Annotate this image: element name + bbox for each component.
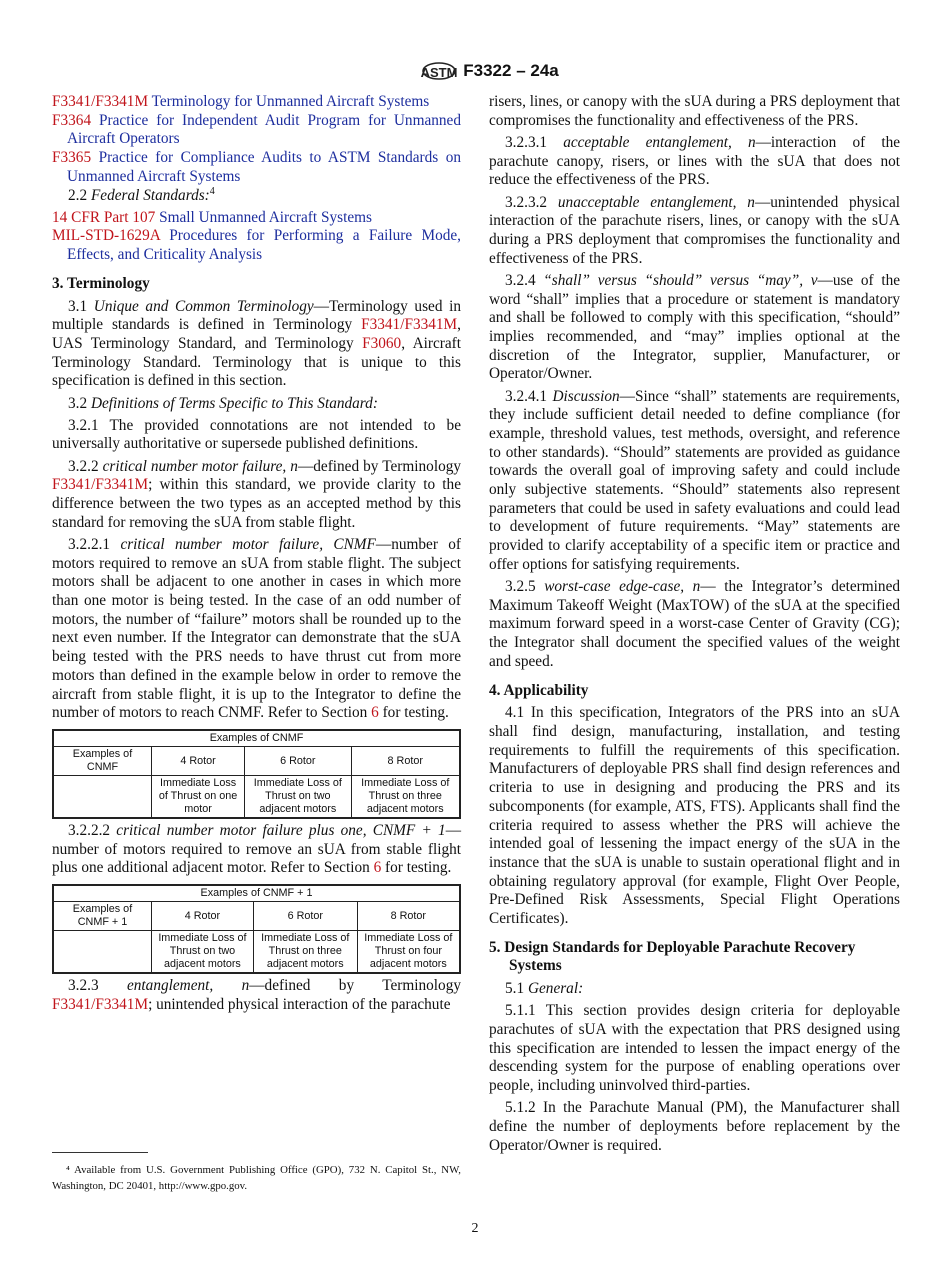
- link-text[interactable]: Small Unmanned Aircraft Systems: [155, 208, 372, 226]
- document-designation: F3322 – 24a: [463, 60, 559, 80]
- text-run: Definitions of Terms Specific to This Standard:: [90, 394, 378, 412]
- text-run: —number of motors required to remove an sUA from stable flight plus one additional adjacent motor. Refer to Section: [52, 822, 461, 877]
- reference-entry: [52, 112, 461, 149]
- text-run: —number of motors required to remove an sUA from stable flight. The subject motors shall be adjacent to one another in cases in which more than one motor is being tested. In the case of an odd number of motors, the number of “failure” motors shall be rounded up to the next even number. If the Integrator can demonstrate that the sUA being tested with the PRS needs to have thrust cut from more motors than defined in the example below in order to remove the aircraft from stable flight, it is up to the Integrator to define the number of motors to reach CNMF. Refer to Section: [52, 535, 462, 722]
- text-run: worst-case edge-case, n: [544, 578, 701, 596]
- text-run: — the Integrator’s determined Maximum Takeoff Weight (MaxTOW) of the sUA at the specified maximum forward speed in a worst-case Center of Gravity (CG); the Integrator shall document the specified values of the weight and speed.: [489, 578, 901, 670]
- text-run: entanglement, n: [126, 977, 250, 995]
- text-run: , UAS Terminology Standard, and Terminology: [52, 316, 461, 352]
- table-cell: Immediate Loss of Thrust on four adjacent motors: [357, 931, 460, 974]
- paragraph: [52, 977, 461, 1014]
- text-run: “shall” versus “should” versus “may”, v: [543, 271, 818, 289]
- row-label: Examples of CNMF + 1: [53, 902, 152, 931]
- text-run: 4.1 In this specification, Integrators of the PRS into an sUA shall find design, manufacturing, installation, and testing requirements to fulfill the requirements of this specification. Manufacturers of deployable PRS shall find design references and criteria to use in designing and producing the PRS and its subcomponents (for example, ATS, FTS). Applicants shall find the criteria required to assess whether the PRS will achieve the intended goal of lessening the impact energy of the sUA in the instance that the sUA is unable to sustain operational flight and in obtaining regulatory approval (for example, Flight Over People, Pre-Defined Risk Assessments, Special Flight Operations Certificates).: [489, 704, 900, 928]
- table-cell: Immediate Loss of Thrust on three adjacent motors: [351, 776, 460, 819]
- text-run: 3.2.3.2: [505, 193, 558, 211]
- link-text[interactable]: Terminology for Unmanned Aircraft Systems: [148, 93, 430, 110]
- text-run: General:: [527, 980, 584, 998]
- text-run: unacceptable entanglement, n: [557, 193, 755, 211]
- text-run: 2.2: [68, 186, 91, 204]
- link-text[interactable]: F3365: [52, 149, 92, 167]
- text-run: —defined by Terminology: [297, 457, 462, 475]
- row-label: Examples of CNMF: [53, 747, 152, 776]
- paragraph: [489, 578, 900, 672]
- reference-entry: [52, 93, 461, 112]
- section-heading: [489, 682, 900, 701]
- text-run: 3.2.2.1: [68, 535, 121, 553]
- svg-text:ASTM: ASTM: [421, 65, 458, 80]
- text-run: critical number motor failure plus one, CNMF + 1: [116, 822, 446, 839]
- link-text[interactable]: F3341/F3341M: [52, 995, 149, 1013]
- column-header: 8 Rotor: [351, 747, 460, 776]
- link-text[interactable]: F3341/F3341M: [361, 316, 458, 334]
- text-run: Unique and Common Terminology: [93, 297, 314, 315]
- text-run: critical number motor failure, CNMF: [120, 535, 376, 553]
- link-text[interactable]: Procedures for Performing a Failure Mode, Effects, and Criticality Analysis: [67, 227, 461, 264]
- text-run: 5.1.2 In the Parachute Manual (PM), the Manufacturer shall define the number of deployments before replacement by the Operator/Owner is required.: [489, 1099, 900, 1154]
- text-run: for testing.: [378, 704, 449, 722]
- link-text[interactable]: F3341/F3341M: [52, 93, 149, 110]
- table-cell: Immediate Loss of Thrust on one motor: [152, 776, 245, 819]
- text-run: —Since “shall” statements are requirements, they include sufficient detail needed to define compliance (for example, threshold values, test methods, oversight, and reference to other standards). “Should” statements are provided as guidance towards the overall goal of improving safety and could include only subjective statements. “Should” statements also represent parameters that could be used in safety evaluations and could lead to development of future requirements. “May” statements are provided to clarify acceptability of a specific item or practice and offer options for satisfying requirements.: [489, 387, 900, 573]
- paragraph: [52, 458, 461, 533]
- empty-cell: [53, 776, 152, 819]
- table-title: Examples of CNMF: [53, 730, 460, 747]
- paragraph: [489, 134, 900, 190]
- page-header: [0, 56, 950, 86]
- paragraph: [52, 395, 461, 414]
- paragraph: [489, 93, 900, 130]
- text-run: 3.2.4: [505, 271, 544, 289]
- link-text[interactable]: 6: [371, 704, 379, 722]
- text-run: critical number motor failure, n: [102, 457, 298, 475]
- column-header: 6 Rotor: [253, 902, 357, 931]
- paragraph: [489, 1099, 900, 1155]
- reference-entry: [52, 227, 461, 264]
- text-run: 3.2.2: [68, 457, 103, 475]
- text-run: for testing.: [381, 859, 452, 877]
- text-run: —unintended physical interaction of the parachute risers, lines, or canopy with the sUA during a PRS deployment that compromises the functionality and effectiveness of the PRS.: [489, 193, 901, 267]
- text-run: 4. Applicability: [489, 681, 589, 699]
- column-header: 4 Rotor: [152, 747, 245, 776]
- text-run: —Terminology used in multiple standards is defined in Terminology: [52, 297, 462, 334]
- paragraph: [489, 1002, 900, 1096]
- text-run: , Aircraft Terminology Standard. Terminology that is unique to this specification is defined in this section.: [52, 334, 462, 390]
- paragraph: [489, 980, 900, 999]
- link-text[interactable]: MIL-STD-1629A: [52, 227, 160, 245]
- section-heading: [489, 939, 900, 976]
- link-text[interactable]: 14 CFR Part 107: [52, 208, 156, 226]
- text-run: —use of the word “shall” implies that a procedure or statement is mandatory and shall be followed to comply with this specification, “should” implies recommended, and “may” implies optional at the discretion of the Integrator, supplier, Manufacturer, or Operator/Owner.: [489, 271, 901, 383]
- table-cell: Immediate Loss of Thrust on three adjacent motors: [253, 931, 357, 974]
- left-column: [52, 93, 461, 1018]
- paragraph: [489, 388, 900, 575]
- link-text[interactable]: Practice for Independent Audit Program for Unmanned Aircraft Operators: [67, 111, 461, 148]
- text-run: 3.2.2.2: [68, 822, 117, 839]
- paragraph: [52, 536, 461, 723]
- empty-cell: [53, 931, 152, 974]
- link-text[interactable]: 6: [373, 859, 382, 877]
- paragraph: [489, 272, 900, 384]
- table-cell: Immediate Loss of Thrust on two adjacent motors: [152, 931, 254, 974]
- text-run: —interaction of the parachute canopy, risers, or lines with the sUA that does not reduce the effectiveness of the PRS.: [489, 133, 901, 189]
- link-text[interactable]: F3341/F3341M: [52, 476, 149, 494]
- paragraph: [52, 417, 461, 454]
- footnote-ref: 4: [209, 185, 215, 197]
- page-number: 2: [471, 1221, 479, 1236]
- paragraph: [489, 194, 900, 269]
- column-header: 6 Rotor: [245, 747, 351, 776]
- astm-logo-icon: [421, 56, 457, 86]
- text-run: 3.2.3.1: [505, 133, 564, 151]
- paragraph: [489, 704, 900, 928]
- cnmf-table: [52, 729, 461, 819]
- cnmf-table: [52, 884, 461, 974]
- reference-entry: [52, 149, 461, 186]
- footnote-divider: [52, 1152, 148, 1153]
- text-run: 5. Design Standards for Deployable Parachute Recovery Systems: [489, 938, 856, 975]
- reference-entry: [52, 209, 461, 228]
- link-text[interactable]: F3364: [52, 111, 92, 129]
- text-run: acceptable entanglement, n: [563, 133, 756, 151]
- text-run: risers, lines, or canopy with the sUA during a PRS deployment that compromises the functionality and effectiveness of the PRS.: [489, 93, 900, 129]
- text-run: 3.2.5: [505, 578, 545, 596]
- text-run: 3.1: [68, 297, 94, 315]
- text-run: 3. Terminology: [52, 274, 150, 292]
- text-run: ; unintended physical interaction of the parachute: [148, 995, 451, 1013]
- table-cell: Immediate Loss of Thrust on two adjacent motors: [245, 776, 351, 819]
- text-run: Discussion: [552, 387, 620, 405]
- text-run: —defined by Terminology: [249, 977, 461, 995]
- paragraph: [52, 187, 461, 206]
- text-run: 3.2.1 The provided connotations are not intended to be universally authoritative or supersede published definitions.: [52, 416, 461, 453]
- text-run: 3.2: [68, 394, 91, 412]
- right-column: [489, 93, 900, 1159]
- text-run: 5.1.1 This section provides design criteria for deployable parachutes of sUA with the expectation that PRS designed using this specification are intended to lessen the impact energy of the descending system for the purpose of enabling operations over people, including uninvolved third-parties.: [489, 1002, 900, 1095]
- section-heading: [52, 275, 461, 294]
- table-title: Examples of CNMF + 1: [53, 885, 460, 902]
- column-header: 8 Rotor: [357, 902, 460, 931]
- paragraph: [52, 822, 461, 878]
- text-run: 5.1: [505, 980, 528, 998]
- column-header: 4 Rotor: [152, 902, 254, 931]
- paragraph: [52, 298, 461, 392]
- text-run: 3.2.4.1: [505, 387, 553, 405]
- link-text[interactable]: Practice for Compliance Audits to ASTM Standards on Unmanned Aircraft Systems: [67, 149, 461, 185]
- text-run: ; within this standard, we provide clarity to the difference between the two types as an accepted method by this standard for removing the sUA from stable flight.: [52, 476, 461, 531]
- footnote: ⁴ Available from U.S. Government Publishing Office (GPO), 732 N. Capitol St., NW, Washington, DC 20401, http://www.gpo.gov.: [52, 1164, 461, 1192]
- text-run: Federal Standards:: [90, 186, 210, 204]
- text-run: 3.2.3: [68, 977, 127, 995]
- link-text[interactable]: F3060: [362, 334, 402, 352]
